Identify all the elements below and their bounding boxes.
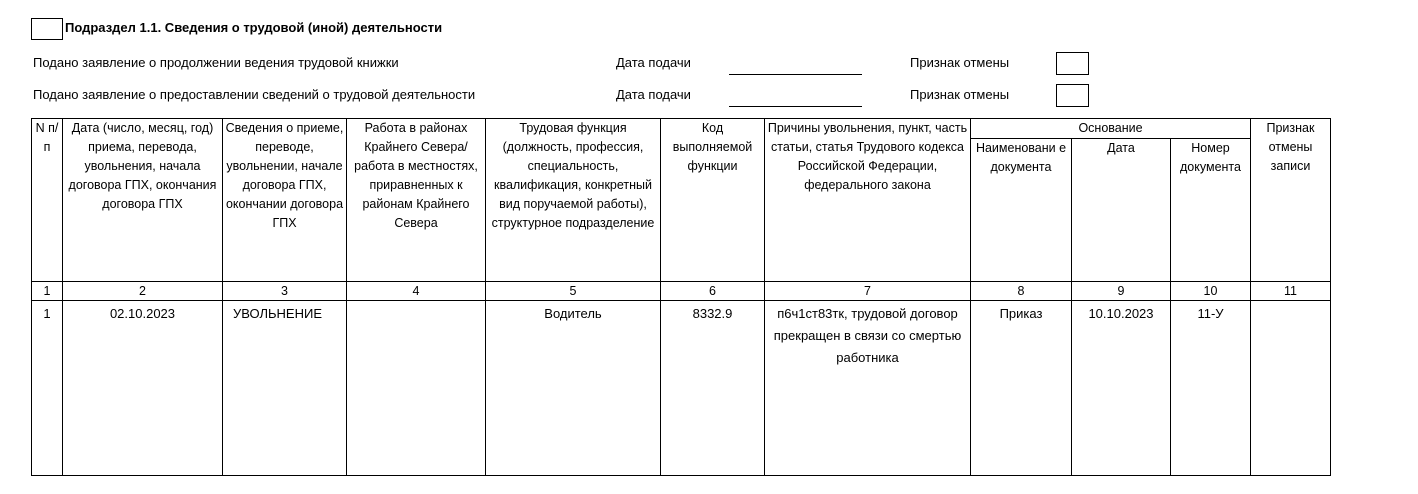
column-number: 1 — [32, 282, 63, 301]
cell-cancel-flag — [1251, 301, 1331, 476]
column-number: 9 — [1072, 282, 1171, 301]
cell-event-info: УВОЛЬНЕНИЕ — [223, 301, 347, 476]
column-number: 4 — [347, 282, 486, 301]
header-far-north: Работа в районах Крайнего Севера/ работа в местностях, приравненных к районам Крайнего Севера — [347, 119, 486, 282]
header-doc-number: Номер документа — [1171, 139, 1251, 282]
cell-row-number: 1 — [32, 301, 63, 476]
header-dismissal-reason: Причины увольнения, пункт, часть статьи, статья Трудового кодекса Российской Федерации, федерального закона — [765, 119, 971, 282]
header-event-date: Дата (число, месяц, год) приема, перевода, увольнения, начала договора ГПХ, окончания договора ГПХ — [63, 119, 223, 282]
column-number-row — [32, 282, 1331, 301]
statement-workbook-cancel-label: Признак отмены — [910, 55, 1010, 70]
table-row — [32, 301, 1331, 476]
statement-info-date-label: Дата подачи — [616, 87, 691, 102]
statement-workbook-date-field[interactable] — [729, 55, 862, 73]
header-doc-date: Дата — [1072, 139, 1171, 282]
statement-info-cancel-box[interactable] — [1056, 84, 1089, 107]
statement-workbook-date-label: Дата подачи — [616, 55, 691, 70]
statement-info-cancel-label: Признак отмены — [910, 87, 1010, 102]
header-cancel-flag: Признак отмены записи — [1251, 119, 1331, 282]
column-number: 6 — [661, 282, 765, 301]
header-function-code: Код выполняемой функции — [661, 119, 765, 282]
cell-doc-name: Приказ — [971, 301, 1072, 476]
statement-workbook-date-line — [729, 74, 862, 75]
labor-activity-table — [31, 118, 1331, 476]
cell-far-north — [347, 301, 486, 476]
cell-function-code: 8332.9 — [661, 301, 765, 476]
statement-workbook-label: Подано заявление о продолжении ведения трудовой книжки — [33, 55, 399, 70]
header-labor-function: Трудовая функция (должность, профессия, специальность, квалификация, конкретный вид поручаемой работы), структурное подразделение — [486, 119, 661, 282]
column-number: 3 — [223, 282, 347, 301]
column-number: 11 — [1251, 282, 1331, 301]
column-number: 8 — [971, 282, 1072, 301]
statement-workbook-cancel-box[interactable] — [1056, 52, 1089, 75]
cell-dismissal-reason: п6ч1ст83тк, трудовой договор прекращен в связи со смертью работника — [765, 301, 971, 476]
cell-event-date: 02.10.2023 — [63, 301, 223, 476]
statement-info-date-field[interactable] — [729, 87, 862, 105]
header-doc-name: Наименовани е документа — [971, 139, 1072, 282]
section-title: Подраздел 1.1. Сведения о трудовой (иной) деятельности — [65, 20, 443, 35]
section-checkbox[interactable] — [31, 18, 63, 40]
column-number: 10 — [1171, 282, 1251, 301]
cell-labor-function: Водитель — [486, 301, 661, 476]
header-basis: Основание — [971, 119, 1251, 139]
column-number: 7 — [765, 282, 971, 301]
statement-info-date-line — [729, 106, 862, 107]
cell-doc-date: 10.10.2023 — [1072, 301, 1171, 476]
column-number: 2 — [63, 282, 223, 301]
header-event-info: Сведения о приеме, переводе, увольнении, начале договора ГПХ, окончании договора ГПХ — [223, 119, 347, 282]
cell-doc-number: 11-У — [1171, 301, 1251, 476]
header-row-number: N п/п — [32, 119, 63, 282]
column-number: 5 — [486, 282, 661, 301]
statement-info-label: Подано заявление о предоставлении сведений о трудовой деятельности — [33, 87, 476, 102]
